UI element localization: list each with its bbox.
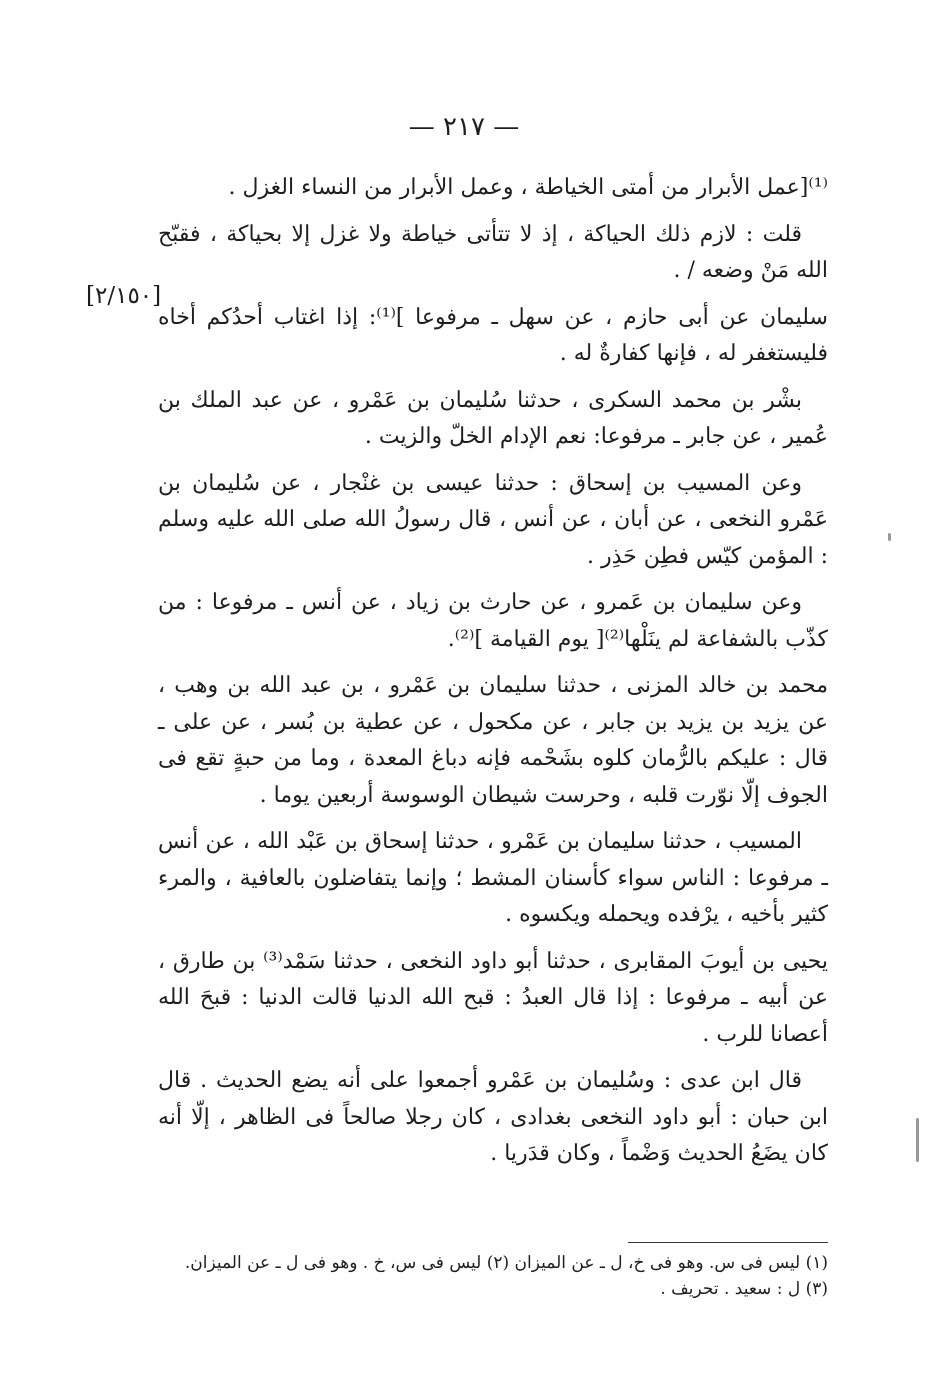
paragraph: محمد بن خالد المزنى ، حدثنا سليمان بن عَمْرو ، بن عبد الله بن وهب ، عن يزيد بن يزيد بن جابر ، عن مكحول ، عن عطية بن بُسر ، عن على ـ قال : عليكم بالرُّمان كلوه بشَحْمه فإنه دباغ المعدة ، وما من حبةٍ تقع فى الجوف إلّا نوّرت قلبه ، وحرست شيطان الوسوسة أربعين يوما . — [158, 673, 828, 808]
margin-folio-reference: [٢/١٥٠] — [86, 283, 162, 309]
footnote: (١) ليس فى س. وهو فى خ، ل ـ عن الميزان (٢) ليس فى س، خ . وهو فى ل ـ عن الميزان. — [184, 1253, 828, 1273]
paragraph: المسيب ، حدثنا سليمان بن عَمْرو ، حدثنا إسحاق بن عَبْد الله ، عن أنس ـ مرفوعا : الناس سواء كأسنان المشط ؛ وإنما يتفاضلون بالعافية ، والمرء كثير بأخيه ، يرْفده ويحمله ويكسوه . — [158, 829, 828, 927]
paragraph: وعن المسيب بن إسحاق : حدثنا عيسى بن غنْجار ، عن سُليمان بن عَمْرو النخعى ، عن أبان ، عن أنس ، قال رسولُ الله صلى الله عليه وسلم : المؤمن كيّس فطِن حَذِر . — [158, 470, 828, 569]
paragraph: يحيى بن أيوبَ المقابرى ، حدثنا أبو داود النخعى ، حدثنا سَمْد⁽³⁾ بن طارق ، عن أبيه ـ مرفوعا : إذا قال العبدُ : قبح الله الدنيا قالت الدنيا : قبحَ الله أعصانا للرب . — [158, 948, 828, 1047]
paragraph: قلت : لازم ذلك الحياكة ، إذ لا تتأتى خياطة ولا غزل إلا بحياكة ، فقبّح الله مَنْ وضعه / . — [158, 221, 828, 283]
scan-edge-mark — [888, 533, 891, 541]
paragraph: سليمان عن أبى حازم ، عن سهل ـ مرفوعا ]⁽¹⁾: إذا اغتاب أحدُكم أخاه فليستغفر له ، فإنها كفارةٌ له . — [158, 304, 828, 366]
paragraph: بشْر بن محمد السكرى ، حدثنا سُليمان بن عَمْرو ، عن عبد الملك بن عُمير ، عن جابر ـ مرفوعا: نعم الإدام الخلّ والزيت . — [158, 387, 828, 449]
page-number: — ٢١٧ — — [408, 112, 520, 142]
paragraph: وعن سليمان بن عَمرو ، عن حارث بن زياد ، عن أنس ـ مرفوعا : من كذّب بالشفاعة لم ينَلْها⁽²⁾[ يوم القيامة ]⁽²⁾. — [158, 590, 828, 652]
scan-edge-mark — [916, 1118, 919, 1162]
footnote-separator — [628, 1242, 828, 1243]
footnote: (٣) ل : سعيد . تحريف . — [660, 1279, 828, 1299]
main-text-body — [158, 170, 828, 1183]
paragraph: ⁽¹⁾[عمل الأبرار من أمتى الخياطة ، وعمل الأبرار من النساء الغزل . — [228, 175, 828, 200]
footnotes — [158, 1250, 828, 1302]
paragraph: قال ابن عدى : وسُليمان بن عَمْرو أجمعوا على أنه يضع الحديث . قال ابن حبان : أبو داود النخعى بغدادى ، كان رجلا صالحاً فى الظاهر ، إلّا أنه كان يضَعُ الحديث وَضْماً ، وكان قدَريا . — [158, 1068, 828, 1166]
